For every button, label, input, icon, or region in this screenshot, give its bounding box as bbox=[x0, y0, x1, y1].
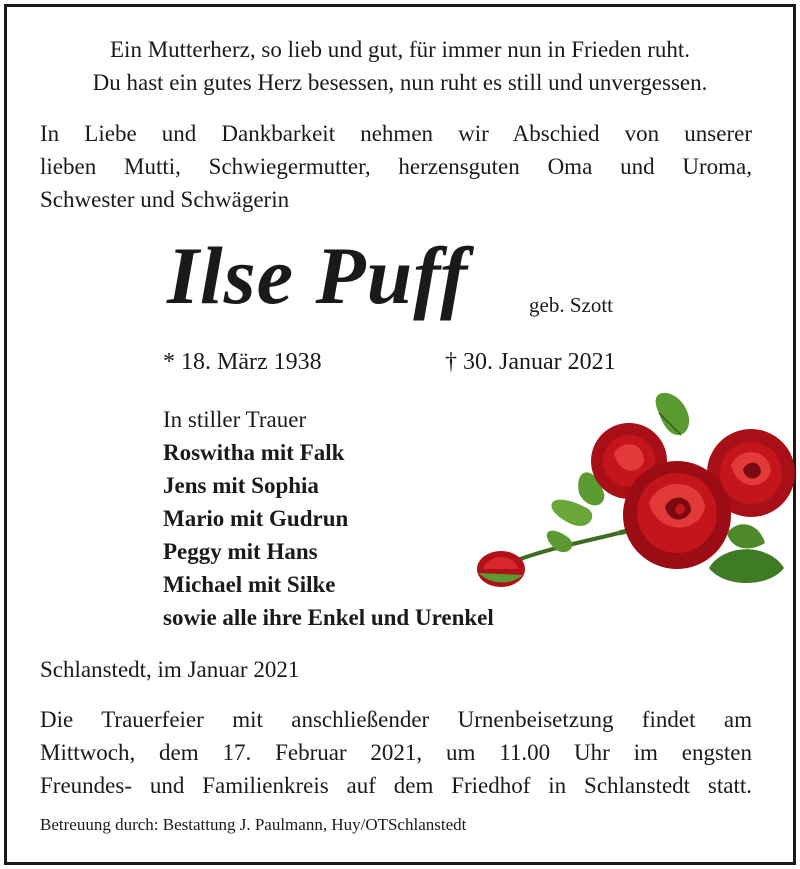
ceremony-line-1: Die Trauerfeier mit anschließender Urnenbeisetzung findet am bbox=[40, 707, 752, 732]
mourners-heading: In stiller Trauer bbox=[163, 407, 307, 432]
maiden-name: geb. Szott bbox=[529, 293, 613, 317]
funeral-home-credit: Betreuung durch: Bestattung J. Paulmann, Huy/OTSchlanstedt bbox=[40, 815, 467, 834]
mourner-name: Roswitha mit Falk bbox=[163, 440, 345, 465]
place-date: Schlanstedt, im Januar 2021 bbox=[40, 657, 300, 682]
intro-line-3: Schwester und Schwägerin bbox=[40, 187, 290, 212]
roses-illustration bbox=[469, 383, 799, 593]
mourner-name: Mario mit Gudrun bbox=[163, 506, 349, 531]
intro-line-2: lieben Mutti, Schwiegermutter, herzensguten Oma und Uroma, bbox=[40, 154, 752, 179]
ceremony-line-3: Freundes- und Familienkreis auf dem Friedhof in Schlanstedt statt. bbox=[40, 773, 752, 798]
death-date: † 30. Januar 2021 bbox=[445, 349, 616, 375]
poem-line-2: Du hast ein gutes Herz besessen, nun ruht es still und unvergessen. bbox=[92, 70, 708, 95]
ceremony-line-2: Mittwoch, dem 17. Februar 2021, um 11.00 Uhr im engsten bbox=[40, 740, 752, 765]
mourner-name: Michael mit Silke bbox=[163, 572, 336, 597]
birth-date: * 18. März 1938 bbox=[163, 349, 322, 375]
obituary-notice bbox=[4, 4, 796, 865]
deceased-name: Ilse Puff bbox=[167, 230, 469, 321]
intro-line-1: In Liebe und Dankbarkeit nehmen wir Abschied von unserer bbox=[40, 121, 752, 146]
poem-line-1: Ein Mutterherz, so lieb und gut, für immer nun in Frieden ruht. bbox=[110, 37, 690, 62]
mourner-name: Peggy mit Hans bbox=[163, 539, 318, 564]
mourner-name: sowie alle ihre Enkel und Urenkel bbox=[163, 605, 494, 630]
mourner-name: Jens mit Sophia bbox=[163, 473, 319, 498]
